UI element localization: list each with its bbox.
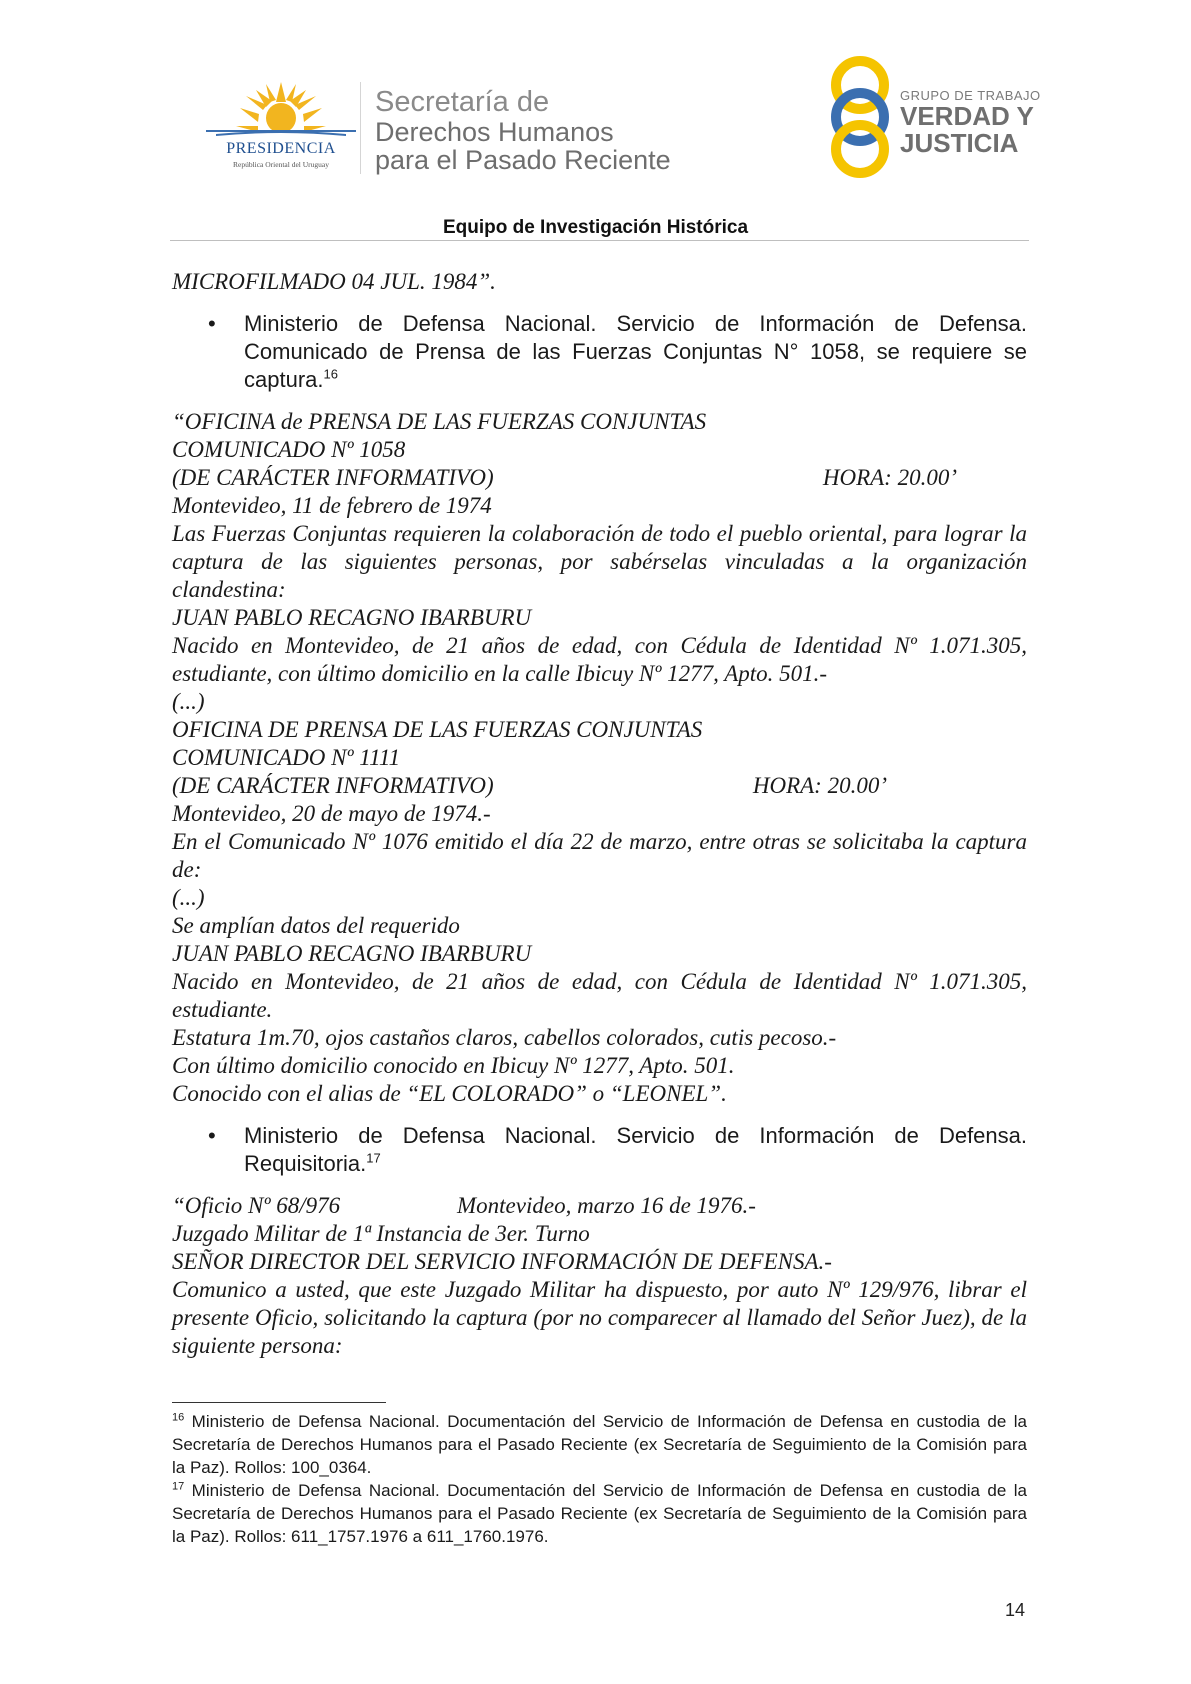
c2-line3 bbox=[172, 772, 1027, 800]
c1-line4: Montevideo, 11 de febrero de 1974 bbox=[172, 493, 492, 518]
c1-para2: Nacido en Montevideo, de 21 años de edad, con Cédula de Identidad Nº 1.071.305, estudiante, con último domicilio en la calle Ibicuy Nº 1277, Apto. 501.- bbox=[172, 633, 1027, 686]
footnote-number: 17 bbox=[172, 1480, 185, 1493]
secretaria-line1: Secretaría de bbox=[375, 86, 550, 118]
bullet-item-1 bbox=[172, 310, 1027, 394]
footnote-17 bbox=[172, 1479, 1027, 1548]
footnote-ref-17[interactable]: 17 bbox=[366, 1150, 381, 1166]
bullet-dot: • bbox=[208, 1123, 216, 1148]
c2-para2: Nacido en Montevideo, de 21 años de edad, con Cédula de Identidad Nº 1.071.305, estudiante. bbox=[172, 969, 1027, 1022]
c2-hora: HORA: 20.00’ bbox=[752, 773, 887, 798]
c1-line3 bbox=[172, 464, 1027, 492]
c2-line4: Montevideo, 20 de mayo de 1974.- bbox=[172, 801, 491, 826]
grupo-trabajo-text bbox=[900, 88, 1041, 158]
team-title: Equipo de Investigación Histórica bbox=[442, 217, 749, 238]
presidencia-logo bbox=[196, 80, 366, 180]
c2-line2: COMUNICADO Nº 1111 bbox=[172, 745, 401, 770]
grupo-line2: VERDAD Y bbox=[900, 101, 1034, 131]
oficio-para: Comunico a usted, que este Juzgado Militar ha dispuesto, por auto Nº 129/976, librar el presente Oficio, solicitando la captura (por no comparecer al llamado del Señor Juez), de la siguiente persona: bbox=[172, 1277, 1027, 1358]
footnote-rule bbox=[172, 1402, 386, 1403]
c2-domicilio: Con último domicilio conocido en Ibicuy Nº 1277, Apto. 501. bbox=[172, 1053, 735, 1078]
footnote-number: 16 bbox=[172, 1411, 185, 1424]
c2-name: JUAN PABLO RECAGNO IBARBURU bbox=[172, 941, 532, 966]
bullet-item-2 bbox=[172, 1122, 1027, 1178]
c2-para1: En el Comunicado Nº 1076 emitido el día 22 de marzo, entre otras se solicitaba la captura de: bbox=[172, 829, 1027, 882]
page-number: 14 bbox=[1005, 1600, 1026, 1620]
c1-name: JUAN PABLO RECAGNO IBARBURU bbox=[172, 605, 532, 630]
c1-line1: “OFICINA de PRENSA DE LAS FUERZAS CONJUNTAS bbox=[172, 409, 707, 434]
c1-ellipsis: (...) bbox=[172, 689, 205, 714]
c1-para1: Las Fuerzas Conjuntas requieren la colaboración de todo el pueblo oriental, para lograr la captura de las siguientes personas, por sabérselas vinculadas a la organización clandestina: bbox=[172, 521, 1027, 602]
secretaria-line3: para el Pasado Reciente bbox=[375, 145, 671, 175]
document-body bbox=[172, 268, 1027, 1360]
oficio-line3: SEÑOR DIRECTOR DEL SERVICIO INFORMACIÓN DE DEFENSA.- bbox=[172, 1249, 832, 1274]
grupo-line3: JUSTICIA bbox=[900, 128, 1019, 159]
c1-caracter: (DE CARÁCTER INFORMATIVO) bbox=[172, 465, 494, 490]
presidencia-label: PRESIDENCIA bbox=[226, 140, 336, 157]
oficio-number: “Oficio Nº 68/976 bbox=[172, 1193, 341, 1218]
c2-alias: Conocido con el alias de “EL COLORADO” o “LEONEL”. bbox=[172, 1081, 727, 1106]
c2-caracter: (DE CARÁCTER INFORMATIVO) bbox=[172, 773, 494, 798]
grupo-line1: GRUPO DE TRABAJO bbox=[900, 88, 1041, 103]
c2-estatura: Estatura 1m.70, ojos castaños claros, cabellos colorados, cutis pecoso.- bbox=[172, 1025, 837, 1050]
c2-amplian: Se amplían datos del requerido bbox=[172, 913, 460, 938]
c2-ellipsis: (...) bbox=[172, 885, 205, 910]
oficio-date: Montevideo, marzo 16 de 1976.- bbox=[457, 1193, 756, 1218]
microfilm-line: MICROFILMADO 04 JUL. 1984”. bbox=[172, 269, 496, 294]
footnote-text: Ministerio de Defensa Nacional. Documentación del Servicio de Información de Defensa en custodia de la Secretaría de Derechos Humanos para el Pasado Reciente (ex Secretaría de Seguimiento de la Comisión para la Paz). Rollos: 611_1757.1976 a 611_1760.1976. bbox=[172, 1481, 1027, 1546]
header-rule bbox=[170, 240, 1029, 241]
secretaria-title bbox=[375, 88, 671, 174]
footnote-text: Ministerio de Defensa Nacional. Documentación del Servicio de Información de Defensa en custodia de la Secretaría de Derechos Humanos para el Pasado Reciente (ex Secretaría de Seguimiento de la Comisión para la Paz). Rollos: 100_0364. bbox=[172, 1412, 1027, 1477]
header-divider bbox=[360, 82, 361, 174]
c1-line2: COMUNICADO Nº 1058 bbox=[172, 437, 406, 462]
secretaria-line2: Derechos Humanos bbox=[375, 117, 614, 147]
oficio-line1 bbox=[172, 1192, 1027, 1220]
oficio-line2: Juzgado Militar de 1ª Instancia de 3er. Turno bbox=[172, 1221, 590, 1246]
bullet-dot: • bbox=[208, 311, 216, 336]
bullet-text: Ministerio de Defensa Nacional. Servicio de Información de Defensa. Comunicado de Prensa de las Fuerzas Conjuntas N° 1058, se requiere se captura. bbox=[244, 311, 1027, 392]
footnote-ref-16[interactable]: 16 bbox=[323, 366, 338, 382]
c2-line1: OFICINA DE PRENSA DE LAS FUERZAS CONJUNTAS bbox=[172, 717, 703, 742]
republica-label: República Oriental del Uruguay bbox=[232, 160, 329, 169]
bullet-text: Ministerio de Defensa Nacional. Servicio de Información de Defensa. Requisitoria. bbox=[244, 1123, 1027, 1176]
c1-hora: HORA: 20.00’ bbox=[822, 465, 957, 490]
footnote-16 bbox=[172, 1410, 1027, 1479]
footnotes bbox=[172, 1410, 1027, 1548]
